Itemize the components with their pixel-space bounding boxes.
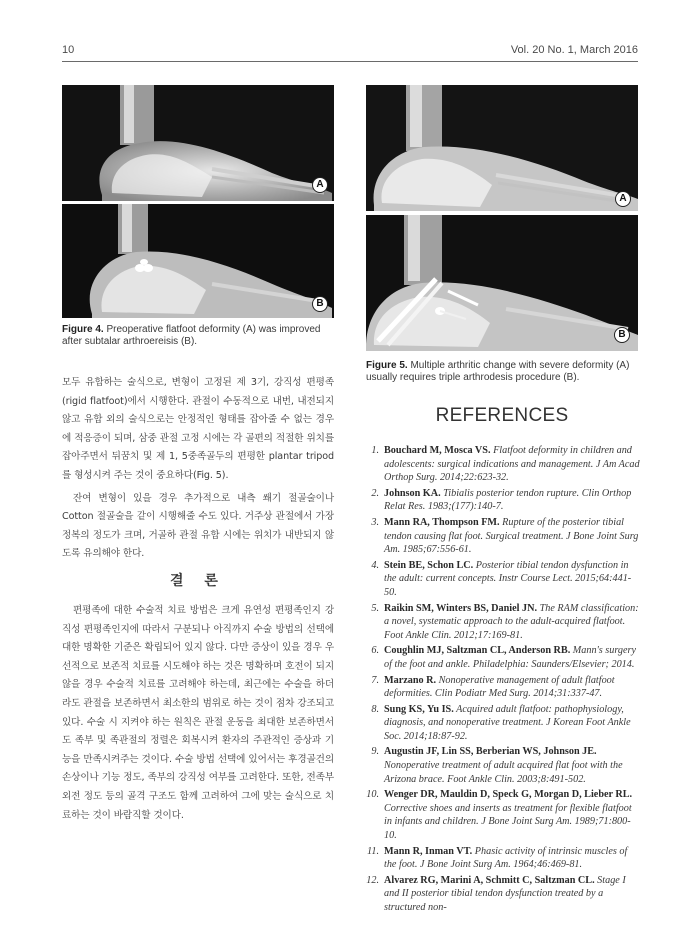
reference-citation: Tibialis posterior tendon rupture. Clin Orthop Relat Res. 1983;(177):140-7. (384, 487, 632, 513)
reference-number: 9. (371, 746, 379, 758)
reference-citation: Stage I and II posterior tibial tendon dysfunction treated by a structured non- (384, 874, 626, 913)
running-head (62, 44, 638, 60)
reference-citation: Acquired adult flatfoot: pathophysiology, diagnosis, and nonoperative treatment. J Korean Foot Ankle Soc. 2014;18:87-92. (384, 703, 631, 742)
page-number: 10 (62, 44, 75, 56)
reference-number: 8. (371, 703, 379, 715)
reference-citation: Rupture of the posterior tibial tendon causing flat foot. Surgical treatment. J Bone Joint Surg Am. 1985;67:556-61. (384, 516, 639, 556)
reference-item (366, 516, 640, 557)
reference-number: 11. (367, 845, 379, 857)
reference-item (366, 788, 640, 842)
body-paragraph-2: 잔여 변형이 있을 경우 추가적으로 내측 쐐기 절골술이나 Cotton 절골술을 같이 시행해줄 수도 있다. 거주상 관절에서 가장 정복의 정도가 크며, 거골하 관절 유합 시에는 위치가 내반되지 않도록 유의해야 한다. (62, 492, 334, 560)
figure5-panel-a-xray (366, 85, 638, 211)
conclusion-heading: 결 론 (170, 573, 226, 589)
reference-item (366, 559, 640, 600)
reference-number: 6. (371, 645, 379, 657)
figure5-caption (366, 360, 640, 384)
reference-item (366, 874, 640, 915)
reference-authors: Stein BE, Schon LC. (384, 559, 474, 571)
reference-item (366, 674, 640, 701)
figure5-caption-label: Figure 5. (366, 360, 408, 371)
reference-item (366, 602, 640, 643)
reference-item (366, 703, 640, 744)
reference-number: 5. (371, 602, 379, 614)
reference-citation: Corrective shoes and inserts as treatment for flexible flatfoot in infants and children. J Bone Joint Surg Am. 1989;71:800-10. (384, 802, 632, 842)
figure4-panel-b-badge: B (312, 296, 328, 312)
reference-item (366, 644, 640, 671)
figure5-panel-b-xray (366, 215, 638, 351)
reference-number: 2. (371, 487, 379, 499)
reference-authors: Wenger DR, Mauldin D, Speck G, Morgan D, Lieber RL. (384, 789, 633, 801)
reference-citation: Posterior tibial tendon dysfunction in the adult: current concepts. Instr Course Lect. 2015;64:441-50. (384, 559, 632, 598)
reference-authors: Johnson KA. (384, 487, 441, 499)
references-heading: REFERENCES (435, 405, 569, 426)
body-text-conclusion (62, 602, 334, 829)
reference-authors: Augustin JF, Lin SS, Berberian WS, Johnson JE. (384, 746, 597, 758)
reference-list (366, 444, 640, 917)
figure4-panel-b-xray (62, 204, 334, 318)
reference-number: 1. (371, 445, 379, 456)
reference-citation: Mann's surgery of the foot and ankle. Philadelphia: Saunders/Elsevier; 2014. (384, 645, 637, 670)
reference-item (366, 845, 640, 872)
reference-citation: Nonoperative management of adult flatfoot deformities. Clin Podiatr Med Surg. 2014;31:337-47. (384, 674, 615, 700)
figure4-panel-a-badge: A (312, 177, 328, 193)
reference-item (366, 745, 640, 786)
reference-authors: Sung KS, Yu IS. (384, 703, 454, 715)
reference-citation: Phasic activity of intrinsic muscles of the foot. J Bone Joint Surg Am. 1964;46:469-81. (384, 845, 628, 871)
header-rule (62, 61, 638, 62)
reference-authors: Marzano R. (384, 674, 437, 686)
reference-number: 12. (366, 874, 379, 886)
reference-authors: Mann R, Inman VT. (384, 845, 473, 857)
body-text-top (62, 374, 334, 568)
reference-number: 3. (371, 516, 379, 528)
reference-citation: Nonoperative treatment of adult acquired flat foot with the Arizona brace. Foot Ankle Clin. 2003;8:491-502. (384, 760, 623, 785)
body-paragraph-1: 모두 유합하는 술식으로, 변형이 고정된 제 3기, 강직성 편평족(rigid flatfoot)에서 시행한다. 관절이 수동적으로 내번, 내전되지 않고 유합 외의 술식으로는 안정적인 형태를 잡아줄 수 없는 경우에 적응증이 되며, 삼중 관절 고정 시에는 각 골편의 적절한 위치를 잡아주면서 뒤꿈치 및 제 1, 5중족골두의 편평한 plantar tripod를 형성시켜 주는 것이 중요하다(Fig. 5). (62, 377, 334, 481)
figure4-panel-a-xray (62, 85, 334, 201)
figure5-caption-text: Multiple arthritic change with severe deformity (A) usually requires triple arthrodesis procedure (B). (366, 360, 630, 383)
conclusion-paragraph: 편평족에 대한 수술적 치료 방법은 크게 유연성 편평족인지 강직성 편평족인지에 따라서 구분되나 아직까지 수술 방법의 선택에 대한 명확한 기준은 확립되어 있지 않다. 다만 증상이 있을 경우 우선적으로 보존적 치료를 시도해야 하는 것은 명확하며 호전이 되지 않을 경우 수술적 치료를 고려해야 하는데, 최근에는 수술을 하더라도 관절을 보존하면서 최소한의 범위로 하는 것이 점차 강조되고 있다. 수술 시 지켜야 하는 원칙은 관절 운동을 최대한 보존하면서도 족부 및 족관절의 정렬은 회복시켜 환자의 주관적인 증상과 기능을 만족시켜주는 것이다. 수술 방법 선택에 있어서는 후경골건의 손상이나 기능 정도, 족부의 강직성 여부를 고려한다. 또한, 전족부 외전 정도 등의 골격 구조도 함께 고려하여 그에 맞는 술식으로 치료하는 것이 바람직할 것이다. (62, 605, 334, 821)
figure5-panel-b-badge: B (614, 327, 630, 343)
reference-authors: Mann RA, Thompson FM. (384, 516, 500, 528)
volume-info: Vol. 20 No. 1, March 2016 (510, 44, 638, 56)
figure5-panel-a-badge: A (615, 191, 631, 207)
reference-authors: Alvarez RG, Marini A, Schmitt C, Saltzman CL. (384, 874, 595, 886)
reference-item (366, 487, 640, 514)
reference-item (366, 444, 640, 485)
reference-authors: Bouchard M, Mosca VS. (384, 445, 491, 456)
reference-number: 4. (371, 559, 379, 571)
reference-authors: Raikin SM, Winters BS, Daniel JN. (384, 602, 538, 614)
reference-number: 10. (366, 789, 379, 801)
figure4-caption-text: Preoperative flatfoot deformity (A) was improved after subtalar arthroereisis (B). (62, 324, 321, 347)
figure4-caption (62, 324, 334, 348)
reference-number: 7. (371, 674, 379, 686)
reference-authors: Coughlin MJ, Saltzman CL, Anderson RB. (384, 645, 571, 657)
reference-citation: The RAM classification: a novel, systematic approach to the adult-acquired flatfoot. Foot Ankle Clin. 2012;17:169-81. (384, 602, 639, 641)
figure4-caption-label: Figure 4. (62, 324, 104, 335)
reference-citation: Flatfoot deformity in children and adolescents: surgical indications and management. J Am Acad Orthop Surg. 2014;22:623-32. (384, 445, 640, 484)
